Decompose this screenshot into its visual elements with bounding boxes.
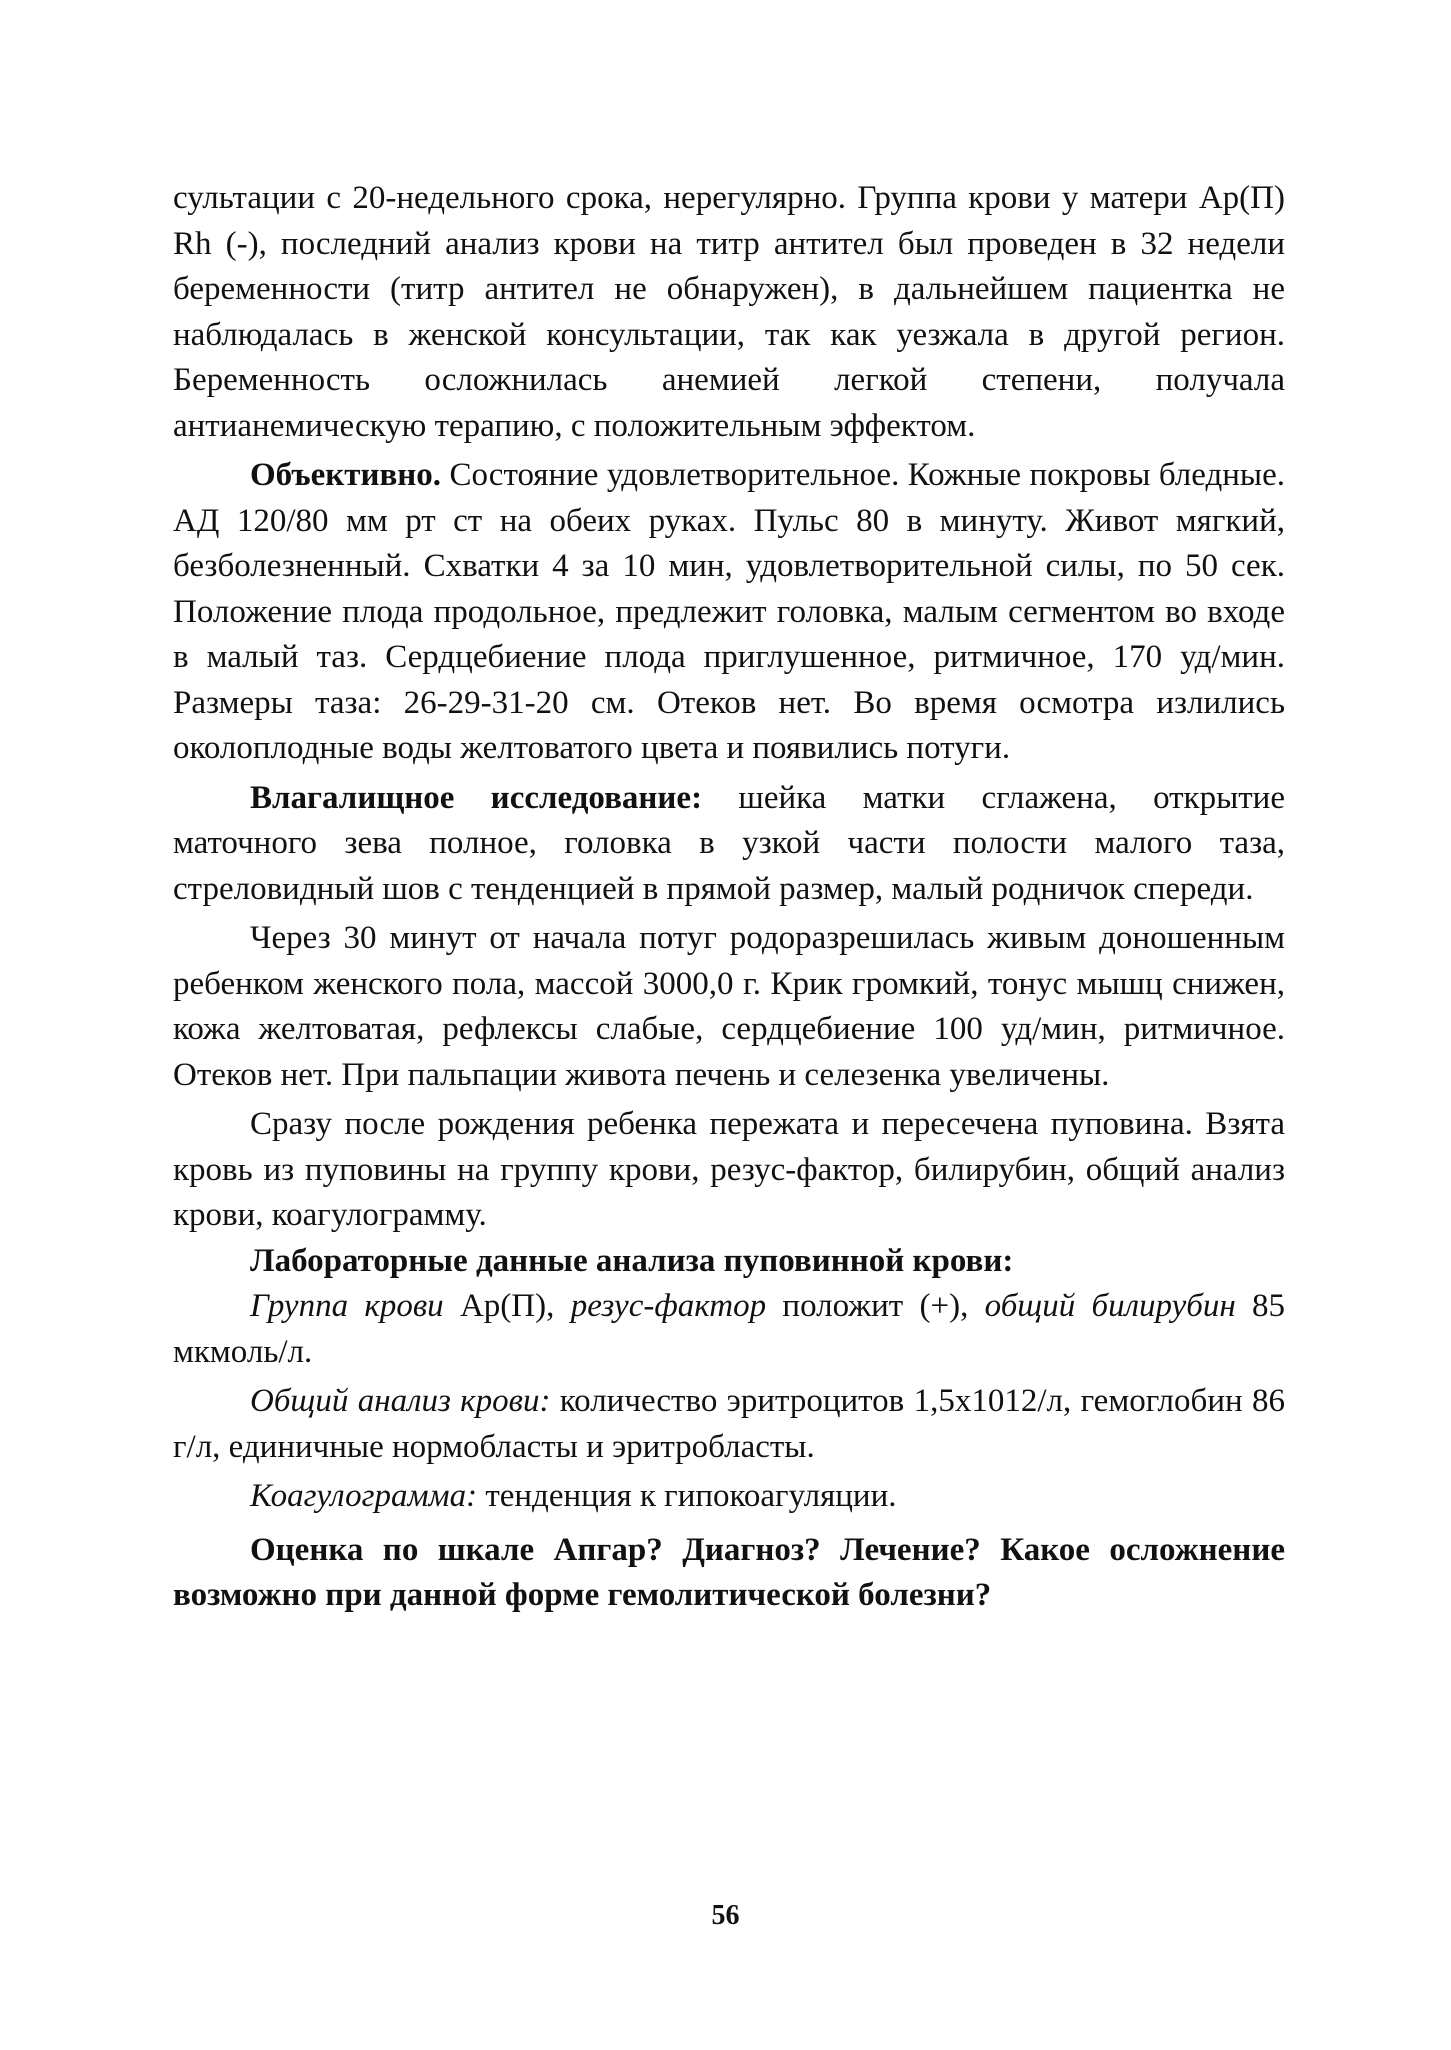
paragraph-lab-group	[173, 1284, 1285, 1375]
vaginal-exam-heading: Влагалищное исследование:	[250, 779, 703, 816]
paragraph-birth	[173, 916, 1285, 1098]
rh-factor-label: резус-фактор	[570, 1288, 767, 1324]
paragraph-objective	[173, 453, 1285, 772]
task-question-text: Оценка по шкале Апгар? Диагноз? Лечение? Какое осложнение возможно при данной форме гемолитической болезни?	[173, 1531, 1285, 1613]
paragraph-lab-coag	[173, 1474, 1285, 1520]
blood-group-value: Ар(П),	[443, 1288, 571, 1324]
rh-factor-value: положит (+),	[766, 1288, 985, 1324]
cord-blood-text: Сразу после рождения ребенка пережата и пересечена пуповина. Взята кровь из пуповины на группу крови, резус-фактор, билирубин, общий анализ крови, коагулограмму.	[173, 1106, 1285, 1233]
vaginal-exam-text: шейка матки сглажена, открытие маточного зева полное, головка в узкой части полости малого таза, стреловидный шов с тенденцией в прямой размер, малый родничок спереди.	[173, 779, 1285, 907]
paragraph-history	[173, 176, 1285, 449]
coagulogram-value: тенденция к гипокоагуляции.	[477, 1478, 897, 1514]
bilirubin-label: общий билирубин	[984, 1288, 1236, 1324]
task-question	[173, 1528, 1285, 1619]
birth-text: Через 30 минут от начала потуг родоразрешилась живым доношенным ребенком женского пола, массой 3000,0 г. Крик громкий, тонус мышц снижен, кожа желтоватая, рефлексы слабые, сердцебиение 100 уд/мин, ритмичное. Отеков нет. При пальпации живота печень и селезенка увеличены.	[173, 920, 1285, 1093]
document-page	[173, 176, 1285, 1619]
paragraph-lab-cbc	[173, 1379, 1285, 1470]
page-number: 56	[711, 1900, 740, 1931]
cbc-value: количество эритроцитов 1,5х1012/л, гемоглобин 86 г/л, единичные нормобласты и эритробласты.	[173, 1383, 1285, 1465]
lab-heading-text: Лабораторные данные анализа пуповинной крови:	[250, 1242, 1014, 1279]
paragraph-cord-blood	[173, 1102, 1285, 1239]
bilirubin-value: 85 мкмоль/л.	[173, 1288, 1286, 1370]
coagulogram-label: Коагулограмма:	[250, 1478, 478, 1514]
objective-text: Состояние удовлетворительное. Кожные покровы бледные. АД 120/80 мм рт ст на обеих руках. Пульс 80 в минуту. Живот мягкий, безболезненный. Схватки 4 за 10 мин, удовлетворительной силы, по 50 сек. Положение плода продольное, предлежит головка, малым сегментом во входе в малый таз. Сердцебиение плода приглушенное, ритмичное, 170 уд/мин. Размеры таза: 26-29-31-20 см. Отеков нет. Во время осмотра излились околоплодные воды желтоватого цвета и появились потуги.	[173, 457, 1285, 766]
paragraph-vaginal-exam	[173, 776, 1285, 913]
blood-group-label: Группа крови	[250, 1288, 444, 1324]
objective-heading: Объективно.	[250, 457, 442, 493]
history-text: сультации с 20-недельного срока, нерегулярно. Группа крови у матери Ар(П) Rh (-), последний анализ крови на титр антител был проведен в 32 недели беременности (титр антител не обнаружен), в дальнейшем пациентка не наблюдалась в женской консультации, так как уезжала в другой регион. Беременность осложнилась анемией легкой степени, получала антианемическую терапию, с положительным эффектом.	[173, 180, 1285, 444]
lab-heading	[173, 1239, 1285, 1285]
cbc-label: Общий анализ крови:	[250, 1383, 551, 1419]
